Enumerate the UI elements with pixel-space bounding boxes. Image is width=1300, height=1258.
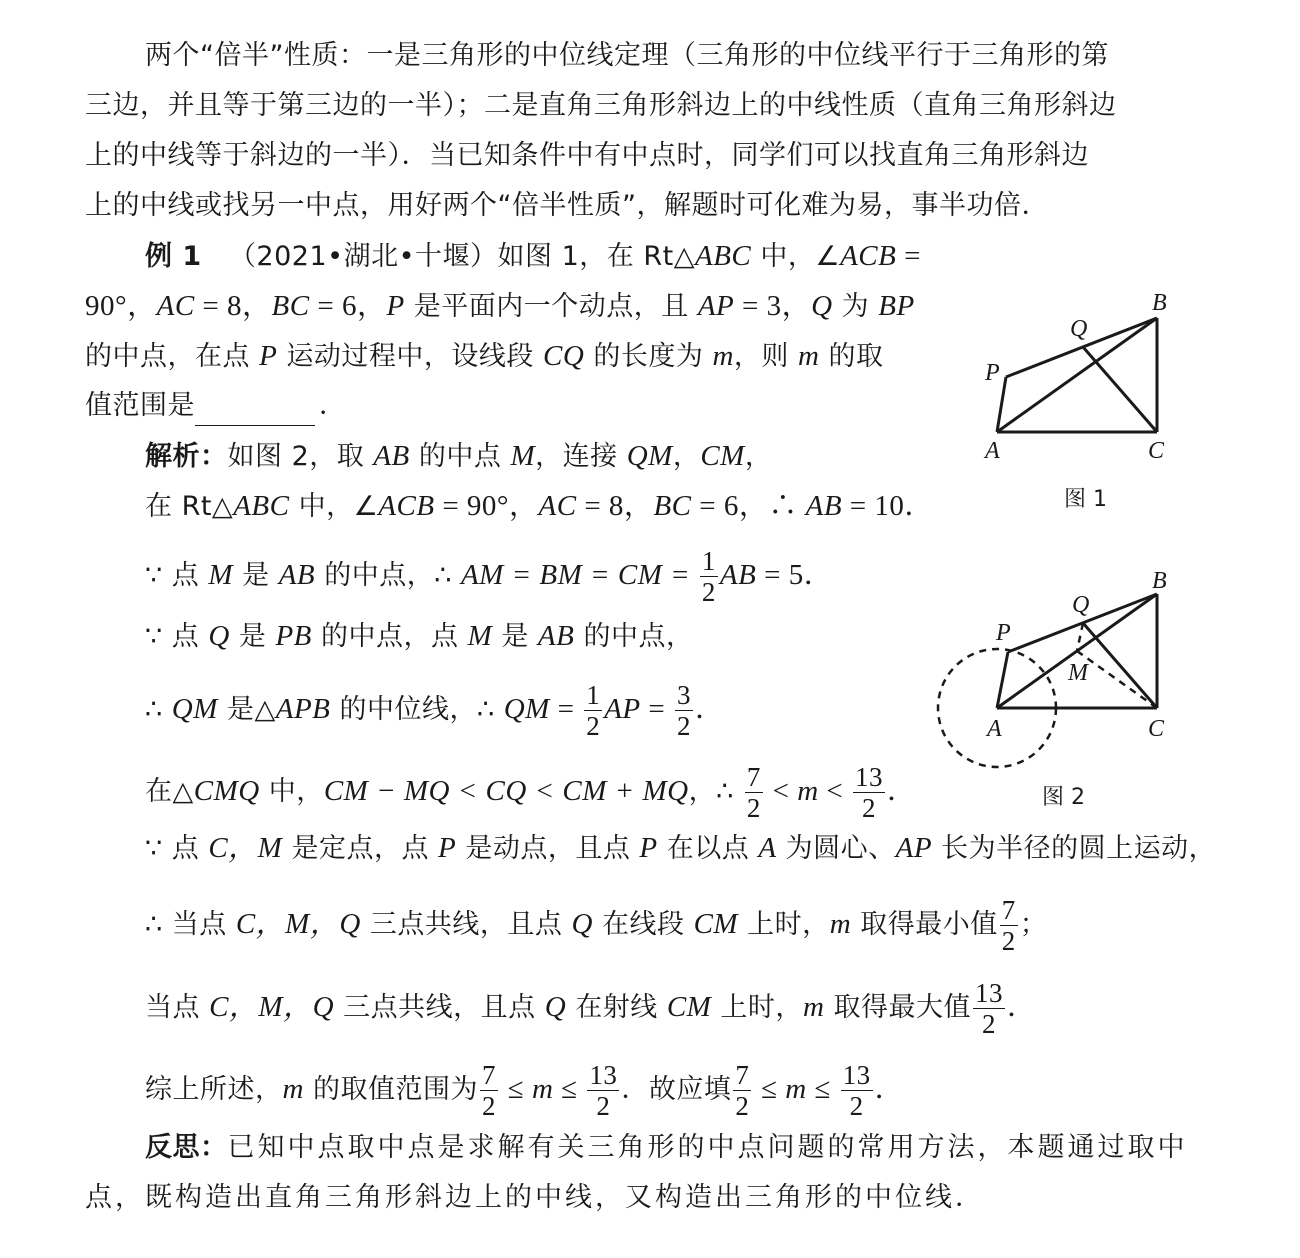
point-label-p: P xyxy=(985,360,1000,386)
reflection-label: 反思： xyxy=(145,1132,228,1163)
figure-1 xyxy=(960,280,1200,480)
solution-line-8: ∴ 当点 C，M，Q 三点共线，且点 Q 在线段 CM 上时，m 取得最小值 $\frac{7}{2}$ ； xyxy=(145,895,1048,956)
fraction-numerator: 1 xyxy=(701,546,716,576)
solution-label: 解析： xyxy=(145,441,228,472)
fraction-numerator: 13 xyxy=(974,978,1003,1008)
fraction-numerator: 3 xyxy=(677,680,691,710)
fraction-numerator: 13 xyxy=(855,762,884,792)
fraction-denominator: 2 xyxy=(746,793,761,823)
solution-line-2: 在 Rt△ABC 中，∠ACB = 90°，AC = 8，BC = 6，∴ AB = 10． xyxy=(145,490,934,522)
fraction-numerator: 13 xyxy=(589,1060,618,1090)
fraction-numerator: 7 xyxy=(1001,895,1016,925)
fraction-denominator: 2 xyxy=(586,711,601,741)
fraction xyxy=(675,680,693,741)
point-label-b: B xyxy=(1152,568,1167,594)
reflection-line-1: 反思：已知中点取中点是求解有关三角形的中点问题的常用方法，本题通过取中 xyxy=(145,1132,1188,1163)
fraction-numerator: 1 xyxy=(586,680,601,710)
fraction xyxy=(973,978,1005,1039)
fraction-denominator: 2 xyxy=(596,1091,611,1121)
reflection-line-2: 点，既构造出直角三角形斜边上的中线，又构造出三角形的中位线． xyxy=(85,1182,985,1213)
solution-line-10: 综上所述，m 的取值范围为 $\frac{7}{2}$ ≤ m ≤ $\frac{13}{2}$ ．故应填 $\frac{7}{2}$ ≤ m ≤ $\frac{13}{2}$ ． xyxy=(145,1060,905,1121)
point-label-q: Q xyxy=(1072,592,1090,618)
example-line-1: 例 1 （2021•湖北•十堰）如图 1，在 Rt△ABC 中，∠ACB = xyxy=(145,240,921,272)
intro-line-4: 上的中线或找另一中点，用好两个“倍半性质”，解题时可化难为易，事半功倍． xyxy=(85,190,1049,221)
fraction-denominator: 2 xyxy=(677,711,691,741)
fraction xyxy=(584,680,602,741)
fraction-denominator: 2 xyxy=(1001,926,1016,956)
point-label-a: A xyxy=(987,716,1002,742)
fraction-numerator: 13 xyxy=(842,1060,871,1090)
fraction xyxy=(587,1060,619,1121)
example-line-3: 的中点，在点 P 运动过程中，设线段 CQ 的长度为 m，则 m 的取 xyxy=(85,340,884,372)
point-label-a: A xyxy=(985,438,1000,464)
point-label-c: C xyxy=(1148,716,1165,742)
fraction xyxy=(853,762,885,823)
intro-line-1: 两个“倍半”性质：一是三角形的中位线定理（三角形的中位线平行于三角形的第 xyxy=(145,40,1109,71)
answer-blank[interactable] xyxy=(195,397,315,426)
solution-line-7: ∵ 点 C，M 是定点，点 P 是动点，且点 P 在以点 A 为圆心、AP 长为半径的圆上运动， xyxy=(145,832,1217,864)
solution-line-9: 当点 C，M，Q 三点共线，且点 Q 在射线 CM 上时，m 取得最大值 $\frac{13}{2}$ ． xyxy=(145,978,1037,1039)
example-label: 例 1 xyxy=(145,241,202,272)
solution-line-3: ∵ 点 M 是 AB 的中点，∴ AM = BM = CM = $\frac{1}{2}$ AB = 5． xyxy=(145,546,834,607)
figure-2 xyxy=(930,560,1200,780)
fraction-denominator: 2 xyxy=(849,1091,864,1121)
solution-line-5: ∴ QM 是△APB 的中位线，∴ QM = $\frac{1}{2}$ AP = $\frac{3}{2}$ ． xyxy=(145,680,725,741)
fraction xyxy=(700,546,718,607)
example-source: （2021•湖北•十堰） xyxy=(228,241,498,272)
fraction-denominator: 2 xyxy=(701,577,716,607)
example-line-2: 90°，AC = 8，BC = 6，P 是平面内一个动点，且 AP = 3，Q 为 BP xyxy=(85,290,915,322)
fraction xyxy=(733,1060,751,1121)
example-line-4: 值范围是 ． xyxy=(85,386,347,426)
fraction xyxy=(480,1060,498,1121)
point-label-b: B xyxy=(1152,290,1167,316)
segment-qc xyxy=(1083,623,1157,708)
fraction-numerator: 7 xyxy=(482,1060,497,1090)
point-label-m: M xyxy=(1068,660,1088,686)
fraction-denominator: 2 xyxy=(482,1091,497,1121)
intro-line-2: 三边，并且等于第三边的一半）；二是直角三角形斜边上的中线性质（直角三角形斜边 xyxy=(85,90,1117,121)
fraction-denominator: 2 xyxy=(981,1009,996,1039)
fraction xyxy=(745,762,763,823)
segment-mc xyxy=(1077,651,1157,708)
solution-line-4: ∵ 点 Q 是 PB 的中点，点 M 是 AB 的中点， xyxy=(145,620,694,652)
fraction-numerator: 7 xyxy=(735,1060,750,1090)
figure-1-caption: 图 1 xyxy=(1064,487,1107,512)
fraction-denominator: 2 xyxy=(862,793,877,823)
fraction-numerator: 7 xyxy=(746,762,761,792)
figure-2-caption: 图 2 xyxy=(1042,785,1085,810)
solution-line-1: 解析：如图 2，取 AB 的中点 M，连接 QM，CM， xyxy=(145,440,773,472)
point-label-q: Q xyxy=(1070,316,1088,342)
point-label-p: P xyxy=(996,620,1011,646)
fraction xyxy=(841,1060,873,1121)
intro-line-3: 上的中线等于斜边的一半）．当已知条件中有中点时，同学们可以找直角三角形斜边 xyxy=(85,140,1089,171)
point-label-c: C xyxy=(1148,438,1165,464)
solution-line-6: 在△CMQ 中，CM − MQ < CQ < CM + MQ，∴ $\frac{7}{2}$ < m < $\frac{13}{2}$ ． xyxy=(145,762,917,823)
fraction-denominator: 2 xyxy=(735,1091,750,1121)
segment-qc xyxy=(1083,347,1157,432)
fraction xyxy=(1000,895,1018,956)
